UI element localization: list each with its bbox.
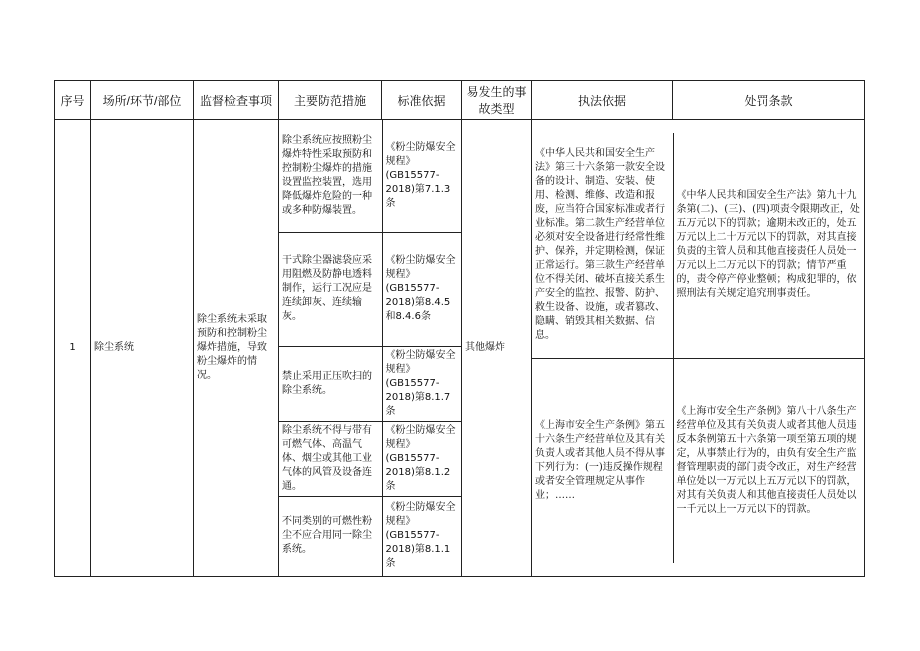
measure-standard: 《粉尘防爆安全规程》(GB15577-2018)第8.1.7条: [382, 346, 462, 421]
measure-standard: 《粉尘防爆安全规程》(GB15577-2018)第7.1.3条: [382, 120, 462, 232]
measures-cell: [279, 120, 462, 577]
header-law: 执法依据: [532, 81, 673, 120]
law-row: [532, 133, 865, 358]
measure-row: [279, 232, 462, 346]
law-basis: 《中华人民共和国安全生产法》第三十六条第一款安全设备的设计、制造、安装、使用、检测、维修、改造和报废，应当符合国家标准或者行业标准。第二款生产经营单位必须对安全设备进行经常性维护、保养，并定期检测，保证正常运行。第三款生产经营单位不得关闭、破坏直接关系生产安全的监控、报警、防护、救生设备、设施，或者篡改、隐瞒、销毁其相关数据、信息。: [532, 133, 673, 358]
law-basis: 《上海市安全生产条例》第五十六条生产经营单位及其有关负责人或者其他人员不得从事下列行为：(一)违反操作规程或者安全管理规定从事作业；……: [532, 358, 673, 563]
header-item: 监督检查事项: [194, 81, 279, 120]
measure-text: 干式除尘器滤袋应采用阻燃及防静电透料制作，运行工况应是连续卸灰、连续输灰。: [279, 232, 382, 346]
header-no: 序号: [55, 81, 91, 120]
measure-standard: 《粉尘防爆安全规程》(GB15577-2018)第8.1.2条: [382, 421, 462, 496]
header-standard: 标准依据: [382, 81, 462, 120]
table-row: [55, 120, 865, 577]
inspection-table: [54, 80, 865, 577]
law-table: [532, 133, 865, 563]
measure-row: [279, 421, 462, 496]
header-accident: 易发生的事故类型: [462, 81, 532, 120]
measure-text: 禁止采用正压吹扫的除尘系统。: [279, 346, 382, 421]
row-place: 除尘系统: [91, 120, 194, 577]
row-no: 1: [55, 120, 91, 577]
measures-table: [279, 120, 462, 576]
header-place: 场所/环节/部位: [91, 81, 194, 120]
measure-text: 除尘系统不得与带有可燃气体、高温气体、烟尘或其他工业气体的风管及设备连通。: [279, 421, 382, 496]
penalty-clause: 《中华人民共和国安全生产法》第九十九条第(二)、(三)、(四)项责令限期改正，处五万元以下的罚款；逾期未改正的，处五万元以上二十万元以下的罚款，对其直接负责的主管人员和其他直接责任人员处一万元以上二万元以下的罚款；情节严重的，责令停产停业整顿；构成犯罪的，依照刑法有关规定追究刑事责任。: [673, 133, 865, 358]
measure-text: 除尘系统应按照粉尘爆炸特性采取预防和控制粉尘爆炸的措施设置监控装置，选用降低爆炸危险的一种或多种防爆装置。: [279, 120, 382, 232]
row-item: 除尘系统未采取预防和控制粉尘爆炸措施，导致粉尘爆炸的情况。: [194, 120, 279, 577]
header-measures: 主要防范措施: [279, 81, 382, 120]
measure-row: [279, 346, 462, 421]
measure-row: [279, 496, 462, 576]
penalty-clause: 《上海市安全生产条例》第八十八条生产经营单位及其有关负责人或者其他人员违反本条例第五十六条第一项至第五项的规定，从事禁止行为的，由负有安全生产监督管理职责的部门责令改正，对生产经营单位处以一万元以上五万元以下的罚款，对其有关负责人和其他直接责任人员处以一千元以上一万元以下的罚款。: [676, 405, 857, 515]
measure-row: [279, 120, 462, 232]
row-accident: 其他爆炸: [462, 120, 532, 577]
measure-standard: 《粉尘防爆安全规程》(GB15577-2018)第8.4.5和8.4.6条: [382, 232, 462, 346]
header-row: [55, 81, 865, 120]
header-penalty: 处罚条款: [673, 81, 865, 120]
law-cell: [532, 120, 865, 577]
law-row: [532, 358, 865, 563]
measure-standard: 《粉尘防爆安全规程》(GB15577-2018)第8.1.1条: [385, 502, 456, 570]
measure-text: 不同类别的可燃性粉尘不应合用同一除尘系统。: [279, 496, 382, 576]
